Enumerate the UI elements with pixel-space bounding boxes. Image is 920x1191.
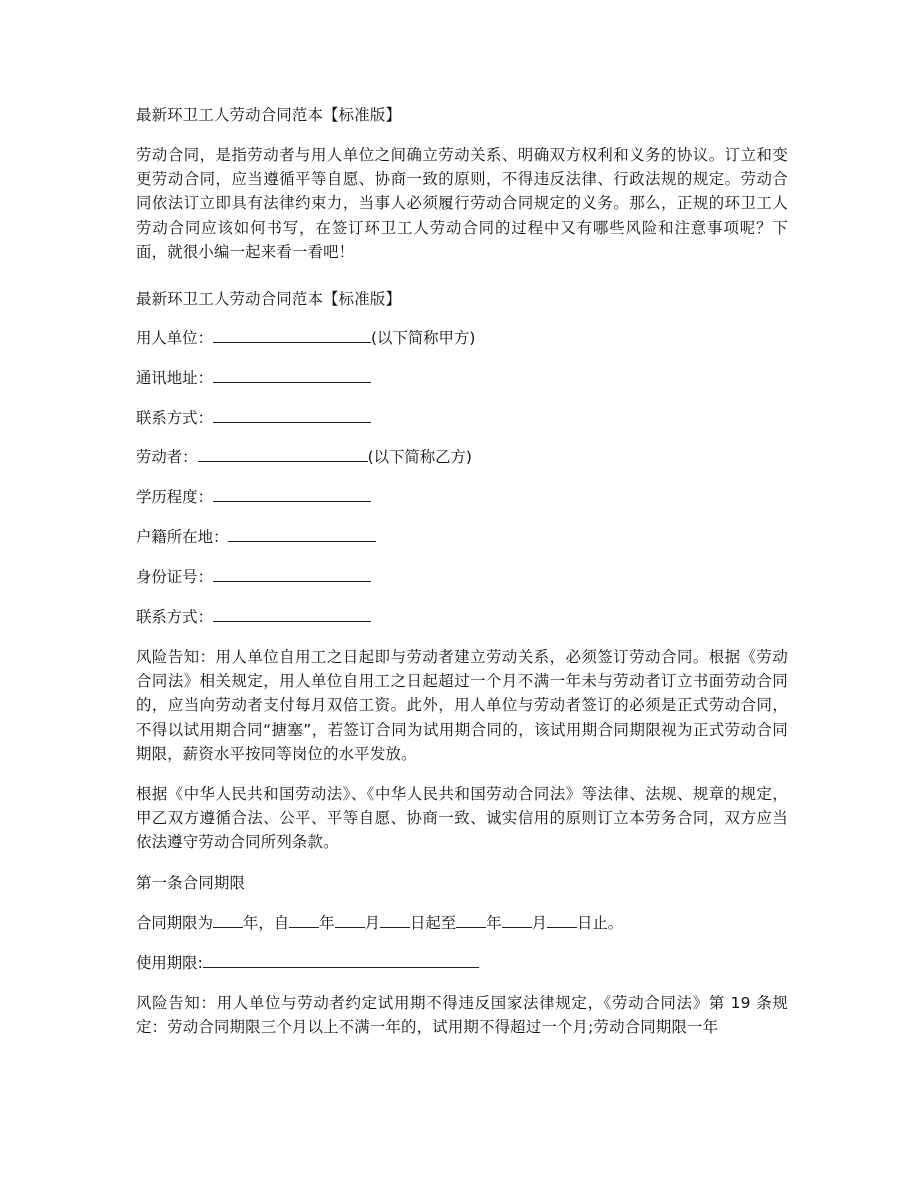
education-blank[interactable] xyxy=(213,487,371,502)
contact-label-1: 联系方式： xyxy=(136,409,213,427)
worker-field xyxy=(136,445,472,469)
usage-period-line xyxy=(136,951,479,975)
address-field xyxy=(136,366,371,390)
address-label: 通讯地址： xyxy=(136,369,213,387)
contact-blank-1[interactable] xyxy=(213,408,371,423)
article-1-title: 第一条合同期限 xyxy=(136,874,246,892)
contract-term-line xyxy=(136,911,623,935)
legal-basis-paragraph: 根据《中华人民共和国劳动法》、《中华人民共和国劳动合同法》等法律、法规、规章的规定，甲乙双方遵循合法、公平、平等自愿、协商一致、诚实信用的原则订立本劳务合同，双方应当依法遵守劳动合同所列条款。 xyxy=(136,785,788,852)
start-month-unit: 月 xyxy=(364,914,380,932)
start-month-blank[interactable] xyxy=(335,913,365,928)
usage-blank[interactable] xyxy=(203,953,479,968)
address-blank[interactable] xyxy=(213,368,371,383)
term-years-blank[interactable] xyxy=(213,913,243,928)
contact-field-1 xyxy=(136,406,371,430)
id-number-field xyxy=(136,565,371,589)
employer-label: 用人单位： xyxy=(136,329,213,347)
start-day-blank[interactable] xyxy=(380,913,410,928)
worker-label: 劳动者： xyxy=(136,448,198,466)
start-year-unit: 年 xyxy=(319,914,335,932)
contact-label-2: 联系方式： xyxy=(136,608,213,626)
usage-label: 使用期限: xyxy=(136,954,203,972)
id-number-label: 身份证号： xyxy=(136,568,213,586)
household-field xyxy=(136,525,376,549)
education-label: 学历程度： xyxy=(136,488,213,506)
id-number-blank[interactable] xyxy=(213,567,371,582)
worker-suffix: (以下简称乙方) xyxy=(367,448,472,466)
end-day-unit: 日止。 xyxy=(576,914,624,932)
employer-blank[interactable] xyxy=(213,328,371,343)
education-field xyxy=(136,485,371,509)
employer-suffix: (以下简称甲方) xyxy=(370,329,476,347)
end-day-blank[interactable] xyxy=(547,913,577,928)
document-title: 最新环卫工人劳动合同范本【标准版】 xyxy=(136,106,402,124)
household-label: 户籍所在地： xyxy=(136,528,229,546)
term-from: 自 xyxy=(273,914,290,932)
end-year-unit: 年 xyxy=(486,914,502,932)
employer-field xyxy=(136,326,475,350)
end-month-blank[interactable] xyxy=(502,913,532,928)
term-prefix: 合同期限为 xyxy=(136,914,213,932)
contact-field-2 xyxy=(136,605,371,629)
risk-notice-2: 风险告知：用人单位与劳动者约定试用期不得违反国家法律规定，《劳动合同法》第 19 条规定：劳动合同期限三个月以上不满一年的，试用期不得超过一个月;劳动合同期限一年 xyxy=(136,994,788,1037)
contact-blank-2[interactable] xyxy=(213,607,371,622)
start-day-unit: 日起至 xyxy=(409,914,457,932)
section-subtitle: 最新环卫工人劳动合同范本【标准版】 xyxy=(136,290,402,308)
end-year-blank[interactable] xyxy=(456,913,486,928)
end-month-unit: 月 xyxy=(531,914,547,932)
risk-notice-1: 风险告知：用人单位自用工之日起即与劳动者建立劳动关系，必须签订劳动合同。根据《劳动合同法》相关规定，用人单位自用工之日起超过一个月不满一年未与劳动者订立书面劳动合同的，应当向劳动者支付每月双倍工资。此外，用人单位与劳动者签订的必须是正式劳动合同，不得以试用期合同“搪塞”，若签订合同为试用期合同的，该试用期合同期限视为正式劳动合同期限，薪资水平按同等岗位的水平发放。 xyxy=(136,648,788,763)
term-year-unit: 年， xyxy=(242,914,274,932)
start-year-blank[interactable] xyxy=(289,913,319,928)
worker-blank[interactable] xyxy=(198,447,368,462)
intro-paragraph: 劳动合同，是指劳动者与用人单位之间确立劳动关系、明确双方权利和义务的协议。订立和变更劳动合同，应当遵循平等自愿、协商一致的原则，不得违反法律、行政法规的规定。劳动合同依法订立即具有法律约束力，当事人必须履行劳动合同规定的义务。那么，正规的环卫工人劳动合同应该如何书写，在签订环卫工人劳动合同的过程中又有哪些风险和注意事项呢？下面，就很小编一起来看一看吧！ xyxy=(136,146,788,261)
household-blank[interactable] xyxy=(228,527,376,542)
